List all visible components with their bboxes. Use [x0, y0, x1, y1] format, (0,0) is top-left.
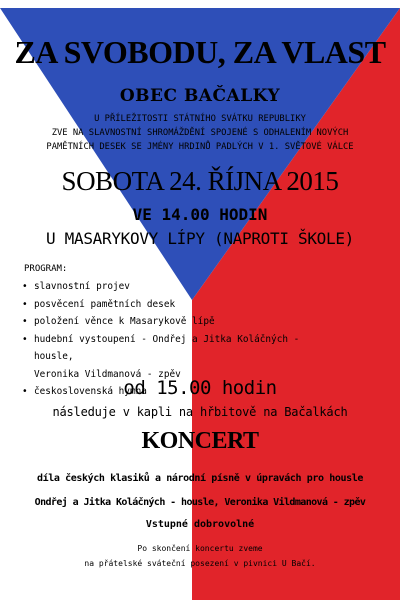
- village-name: OBEC BAČALKY: [119, 86, 281, 106]
- concert-performers: Ondřej a Jitka Koláčných - housle, Veronika Vildmanová - zpěv: [34, 497, 366, 508]
- invitation-line: PAMĚTNÍCH DESEK SE JMÉNY HRDINŮ PADLÝCH V 1. SVĚTOVÉ VÁLCE: [46, 142, 354, 152]
- entry-fee: Vstupné dobrovolné: [145, 519, 255, 530]
- program-item-text: hudební vystoupení - Ondřej a Jitka Koláčných - housle,: [34, 333, 300, 362]
- bullet-icon: •: [22, 386, 28, 397]
- invitation-line: U PŘÍLEŽITOSTI STÁTNÍHO SVÁTKU REPUBLIKY: [94, 114, 306, 124]
- program-item-text: posvěcení pamětních desek: [34, 298, 176, 310]
- poster-title: ZA SVOBODU, ZA VLAST: [14, 34, 386, 70]
- invitation-line: ZVE NA SLAVNOSTNÍ SHROMÁŽDĚNÍ SPOJENÉ S ODHALENÍM NOVÝCH: [51, 128, 349, 138]
- concert-heading: KONCERT: [141, 428, 259, 454]
- program-item-text: Veronika Vildmanová - zpěv: [34, 368, 181, 380]
- concert-location: následuje v kapli na hřbitově na Bačalkách: [52, 405, 348, 419]
- bullet-icon: •: [22, 281, 28, 292]
- bullet-icon: •: [22, 316, 28, 327]
- program-item: [22, 313, 342, 331]
- bullet-icon: •: [22, 333, 28, 345]
- program-item: [22, 331, 342, 366]
- after-concert-line: Po skončení koncertu zveme: [137, 544, 263, 553]
- program-item-text: československá hymna: [34, 386, 147, 397]
- concert-program: díla českých klasiků a národní písně v úpravách pro housle: [37, 473, 363, 484]
- ceremony-time: VE 14.00 HODIN: [132, 205, 268, 224]
- event-date: SOBOTA 24. ŘÍJNA 2015: [61, 166, 339, 196]
- invitation-text: [0, 112, 400, 154]
- ceremony-place: U MASARYKOVY LÍPY (NAPROTI ŠKOLE): [46, 229, 354, 248]
- program-label: PROGRAM:: [24, 264, 68, 274]
- bullet-icon: •: [22, 298, 28, 310]
- program-item: [22, 296, 342, 314]
- program-item-text: položení věnce k Masarykově lípě: [34, 316, 215, 327]
- concert-time: od 15.00 hodin: [123, 377, 277, 399]
- program-item: [22, 278, 342, 296]
- after-concert-line: na přátelské sváteční posezení v pivnici U Bačí.: [84, 559, 316, 568]
- program-item-text: slavnostní projev: [34, 281, 130, 292]
